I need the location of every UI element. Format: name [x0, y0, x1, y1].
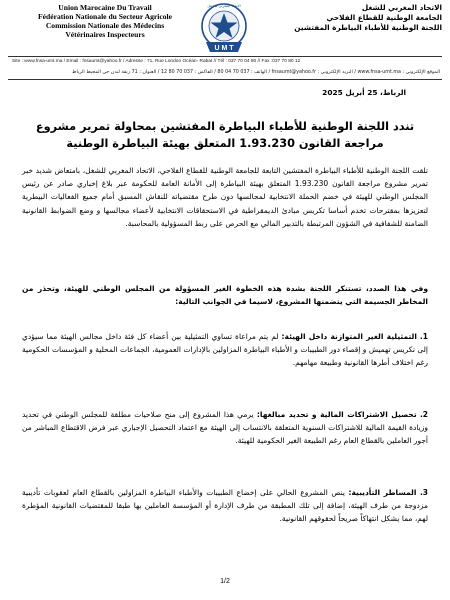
logo-umt-text: U M T — [214, 45, 234, 52]
letterhead-fr-line: Fédération Nationale du Secteur Agricole — [38, 12, 172, 21]
list-item-number: 1. — [419, 332, 428, 341]
letterhead-fr-line: Union Marocaine Du Travail — [58, 3, 152, 12]
title-line: تندد اللجنة الوطنية للأطباء البياطرة المفتشين بمحاولة تمرير مشروع — [35, 120, 415, 133]
list-item-text: ينص المشروع الحالي على إخضاع الطبيبات والأطباء البياطرة المزاولين بالقطاع العام لعقوبات تأديبية مزدوجة من طرف الهيئة، إضافة إلى تلك المطبقة من طرف الإدارة أو المؤسسة العاملين بها طبقا للمقتضيات القانونية المؤطرة لهم، مما يشكل انتهاكاً صريحاً لحقوقهم القانونية. — [22, 488, 428, 524]
header-divider — [8, 79, 442, 80]
letterhead-ar-line: الاتحاد المغربي للشغل — [361, 3, 442, 12]
letterhead-fr-line: Vétérinaires Inspecteurs — [65, 30, 145, 39]
list-item-heading: التمثيلية الغير المتوازنة داخل الهيئة: — [281, 332, 417, 341]
letterhead-french — [10, 3, 200, 39]
document-title — [30, 118, 420, 152]
logo-arc-text: الاتحاد المغربي للشغل — [207, 4, 241, 8]
list-item — [22, 408, 428, 448]
list-item-text: يرمي هذا المشروع إلى منح صلاحيات مطلقة للمجلس الوطني في تحديد وزيادة القيمة المالية للاشتراكات السنوية المتعلقة بالانتساب إلى الهيئة مع اعتماد التحصيل الإجباري عبر فرض الاقتطاع المباشر من أجور العاملين بالقطاع العام رغم الطبيعة الغير الحكومية للهيئة. — [22, 410, 428, 446]
list-item-heading: تحصيل الاشتراكات المالية و تحديد مبالغها: — [256, 410, 417, 419]
document-date: الرباط، 25 أبريل 2025 — [322, 88, 406, 97]
list-item-number: 2. — [419, 410, 429, 419]
letterhead-ar-line: اللجنة الوطنية للأطباء البياطرة المفتشين — [294, 23, 442, 32]
body-paragraph-emphasis: وفي هذا الصدد، تستنكر اللجنة بشدة هذه الخطوة الغير المسؤولة من المجلس الوطني للهيئة، وتحذر من المخاطر الجسيمة التي يتضمنها المشروع، لاسيما في الجوانب التالية: — [22, 284, 428, 307]
contact-line-french: Site : www.fnsa-umt.ma / Email : fnsaumt@yahoo.fr / Adresse : 71, Rue London Océan- Rabat // Tél : 037 70 04 80 // Fax :037 70 80 12 — [12, 59, 301, 64]
title-line: مراجعة القانون 1.93.230 المتعلق بهيئة البياطرة الوطنية — [66, 137, 384, 150]
page-number: 1/2 — [220, 578, 230, 585]
list-item-heading: المساطر التأديبية: — [348, 488, 417, 497]
list-item — [22, 330, 428, 370]
list-item-number: 3. — [419, 488, 429, 497]
letterhead-ar-line: الجامعة الوطنية للقطاع الفلاحي — [326, 13, 442, 22]
header-divider — [8, 56, 442, 57]
letterhead-fr-line: Commission Nationale des Médecins — [45, 21, 165, 30]
umt-logo — [200, 0, 248, 56]
list-item-text: لم يتم مراعاة تساوي التمثيلية بين أعضاء كل فئة داخل مجالس الهيئة مما سيؤدي إلى تكريس تهميش و إقصاء دور الطبيبات و الأطباء البياطرة المزاولين بالإدارات العمومية، الجماعات المحلية و المؤسسات الحكومية رغم اختلاف أطرها القانونية وطبيعة مهامهم. — [22, 332, 428, 368]
body-paragraph: تلقت اللجنة الوطنية للأطباء البياطرة المفتشين التابعة للجامعة الوطنية للقطاع الفلاحي، الاتحاد المغربي للشغل، بامتعاض شديد خبر تمرير مشروع مراجعة القانون 1.93.230 المتعلق بهيئة البياطرة إلى الأمانة العامة للحكومة عبر بلاغ إخباري صادر عن رئيس المجلس الوطني للهيئة في خضم الحملة الانتخابية لمجالسها دون طرح مقتضياته للنقاش المسبق أمام جميع الفعاليات البيطرية لتعزيزها بمقترحات تخدم أساسا تكريس مبادئ الديمقراطية في الاستحقاقات الانتخابية لأعضاء مجالسها و وضع الضوابط القانونية الضامنة للشفافية في الشؤون المرتبطة بالتدبير المالي مع الحرص على ربط المسؤولية بالمحاسبة. — [22, 166, 428, 228]
contact-line-arabic: الموقع الإلكتروني : www.fnsa-umt.ma / البريد الإلكتروني : fnsaumt@yahoo.fr / الهاتف : 037 70 04 80 / الفاكس : 037 70 80 12 / العنوان : 71 زنقة لندن حي المحيط الرباط — [72, 70, 440, 75]
list-item — [22, 486, 428, 526]
letterhead-arabic — [257, 3, 442, 33]
